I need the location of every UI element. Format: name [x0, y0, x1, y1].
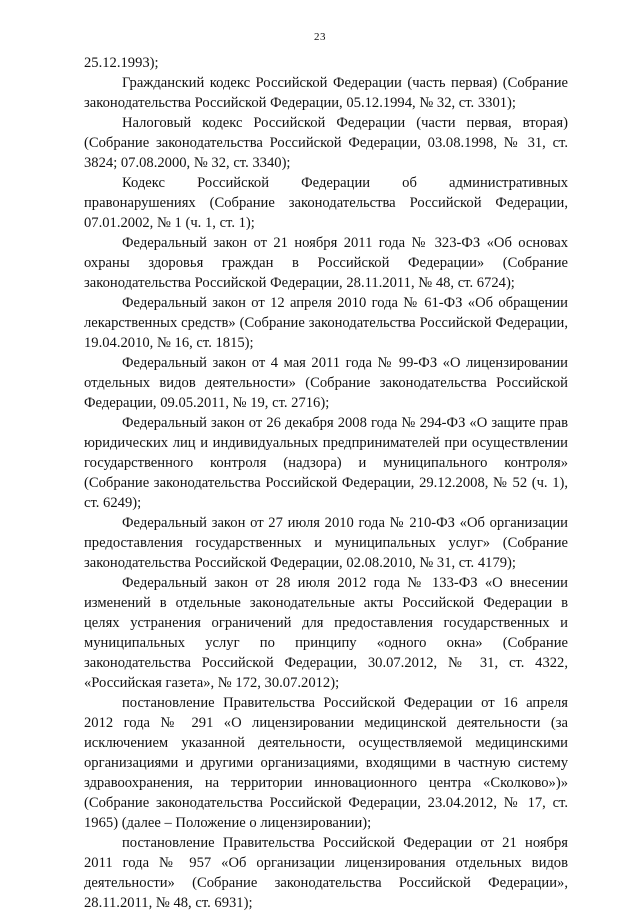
document-body: [84, 53, 568, 913]
paragraph-civil-code: Гражданский кодекс Российской Федерации (часть первая) (Собрание законодательства Российской Федерации, 05.12.1994, № 32, ст. 3301);: [84, 75, 568, 111]
paragraph-law-323: Федеральный закон от 21 ноября 2011 года № 323-ФЗ «Об основах охраны здоровья граждан в Российской Федерации» (Собрание законодательства Российской Федерации, 28.11.2011, № 48, ст. 6724);: [84, 235, 568, 291]
page-number: 23: [314, 31, 326, 43]
paragraph-law-210: Федеральный закон от 27 июля 2010 года № 210-ФЗ «Об организации предоставления государственных и муниципальных услуг» (Собрание законодательства Российской Федерации, 02.08.2010, № 31, ст. 4179);: [84, 515, 568, 571]
paragraph-resolution-291: постановление Правительства Российской Федерации от 16 апреля 2012 года № 291 «О лицензировании медицинской деятельности (за исключением указанной деятельности, осуществляемой медицинскими организациями и другими организациями, входящими в частную систему здравоохранения, на территории инновационного центра «Сколково»)» (Собрание законодательства Российской Федерации, 23.04.2012, № 17, ст. 1965) (далее – Положение о лицензировании);: [84, 695, 568, 831]
paragraph-law-294: Федеральный закон от 26 декабря 2008 года № 294-ФЗ «О защите прав юридических лиц и индивидуальных предпринимателей при осуществлении государственного контроля (надзора) и муниципального контроля» (Собрание законодательства Российской Федерации, 29.12.2008, № 52 (ч. 1), ст. 6249);: [84, 415, 568, 511]
paragraph-administrative-code: Кодекс Российской Федерации об административных правонарушениях (Собрание законодательства Российской Федерации, 07.01.2002, № 1 (ч. 1, ст. 1);: [84, 175, 568, 231]
paragraph-continuation: 25.12.1993);: [84, 55, 159, 71]
paragraph-tax-code: Налоговый кодекс Российской Федерации (части первая, вторая) (Собрание законодательства Российской Федерации, 03.08.1998, № 31, ст. 3824; 07.08.2000, № 32, ст. 3340);: [84, 115, 568, 171]
paragraph-law-99: Федеральный закон от 4 мая 2011 года № 99-ФЗ «О лицензировании отдельных видов деятельности» (Собрание законодательства Российской Федерации, 09.05.2011, № 19, ст. 2716);: [84, 355, 568, 411]
paragraph-resolution-957: постановление Правительства Российской Федерации от 21 ноября 2011 года № 957 «Об организации лицензирования отдельных видов деятельности» (Собрание законодательства Российской Федерации», 28.11.2011, № 48, ст. 6931);: [84, 835, 568, 911]
paragraph-law-133: Федеральный закон от 28 июля 2012 года № 133-ФЗ «О внесении изменений в отдельные законодательные акты Российской Федерации в целях устранения ограничений для предоставления государственных и муниципальных услуг по принципу «одного окна» (Собрание законодательства Российской Федерации, 30.07.2012, № 31, ст. 4322, «Российская газета», № 172, 30.07.2012);: [84, 575, 568, 691]
paragraph-law-61: Федеральный закон от 12 апреля 2010 года № 61-ФЗ «Об обращении лекарственных средств» (Собрание законодательства Российской Федерации, 19.04.2010, № 16, ст. 1815);: [84, 295, 568, 351]
